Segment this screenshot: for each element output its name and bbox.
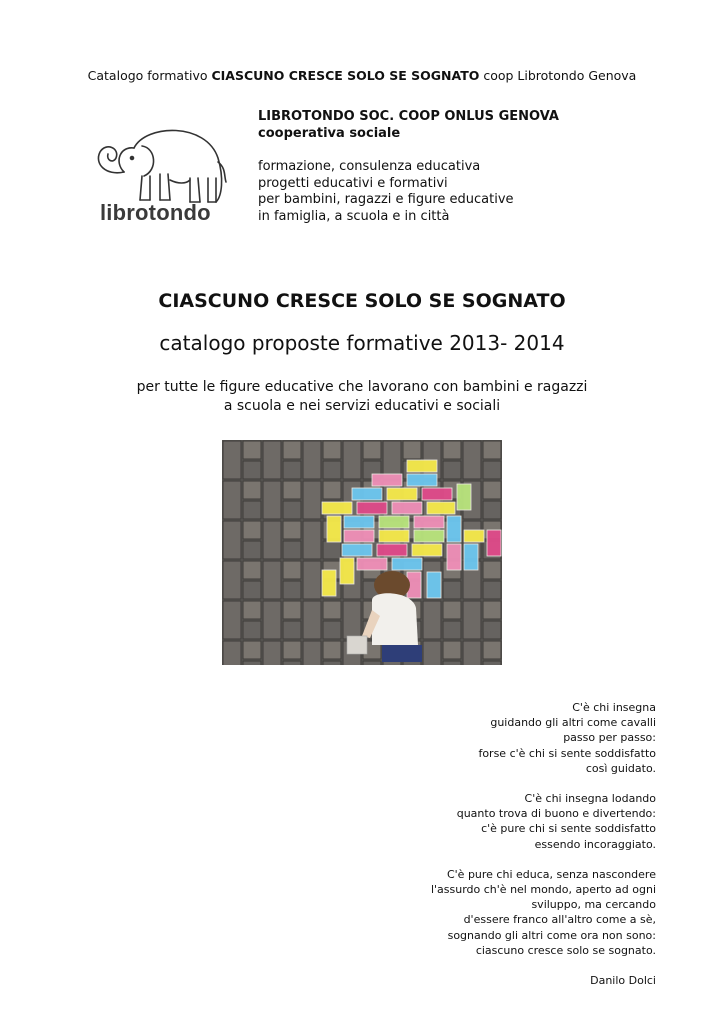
header-bold-title: CIASCUNO CRESCE SOLO SE SOGNATO — [211, 68, 480, 83]
header-prefix: Catalogo formativo — [87, 68, 212, 83]
poem-line: guidando gli altri come cavalli — [490, 716, 656, 730]
audience-line: a scuola e nei servizi educativi e sociali — [223, 398, 501, 414]
org-services — [258, 159, 638, 225]
org-name: LIBROTONDO SOC. COOP ONLUS GENOVA — [258, 109, 559, 124]
org-service-line: per bambini, ragazzi e figure educative — [258, 192, 514, 207]
org-service-line: formazione, consulenza educativa — [258, 159, 481, 174]
poem-author: Danilo Dolci — [590, 974, 656, 988]
poem-stanza — [336, 700, 656, 776]
poem-stanza — [336, 867, 656, 958]
catalog-title: CIASCUNO CRESCE SOLO SE SOGNATO — [158, 290, 566, 312]
logo-wordmark: librotondo — [100, 200, 211, 225]
poem — [336, 700, 656, 988]
poem-line: forse c'è chi si sente soddisfatto — [478, 746, 656, 760]
poem-stanza — [336, 791, 656, 852]
audience-text — [0, 378, 724, 416]
org-type: cooperativa sociale — [258, 126, 401, 141]
poem-line: ciascuno cresce solo se sognato. — [475, 943, 656, 957]
poem-line: sviluppo, ma cercando — [531, 898, 656, 912]
org-service-line: in famiglia, a scuola e in città — [258, 208, 450, 224]
poem-line: essendo incoraggiato. — [534, 837, 656, 851]
catalog-subtitle: catalogo proposte formative 2013- 2014 — [159, 331, 565, 355]
poem-line: d'essere franco all'altro come a sè, — [463, 913, 656, 927]
poem-line: C'è chi insegna — [572, 701, 656, 714]
page-header — [0, 68, 724, 83]
poem-line: sognando gli altri come ora non sono: — [447, 928, 656, 942]
poem-line: passo per passo: — [563, 731, 656, 745]
poem-line: così guidato. — [585, 761, 656, 775]
poem-line: l'assurdo ch'è nel mondo, aperto ad ogni — [430, 883, 656, 897]
organization-info — [258, 108, 638, 225]
header-suffix: coop Librotondo Genova — [479, 68, 637, 83]
org-service-line: progetti educativi e formativi — [258, 175, 448, 191]
chalk-pavement-photo — [222, 440, 502, 665]
poem-line: c'è pure chi si sente soddisfatto — [481, 822, 656, 836]
poem-line: quanto trova di buono e divertendo: — [456, 807, 656, 821]
poem-line: C'è pure chi educa, senza nascondere — [446, 867, 656, 881]
poem-line: C'è chi insegna lodando — [524, 792, 656, 806]
audience-line: per tutte le figure educative che lavorano con bambini e ragazzi — [136, 379, 588, 395]
